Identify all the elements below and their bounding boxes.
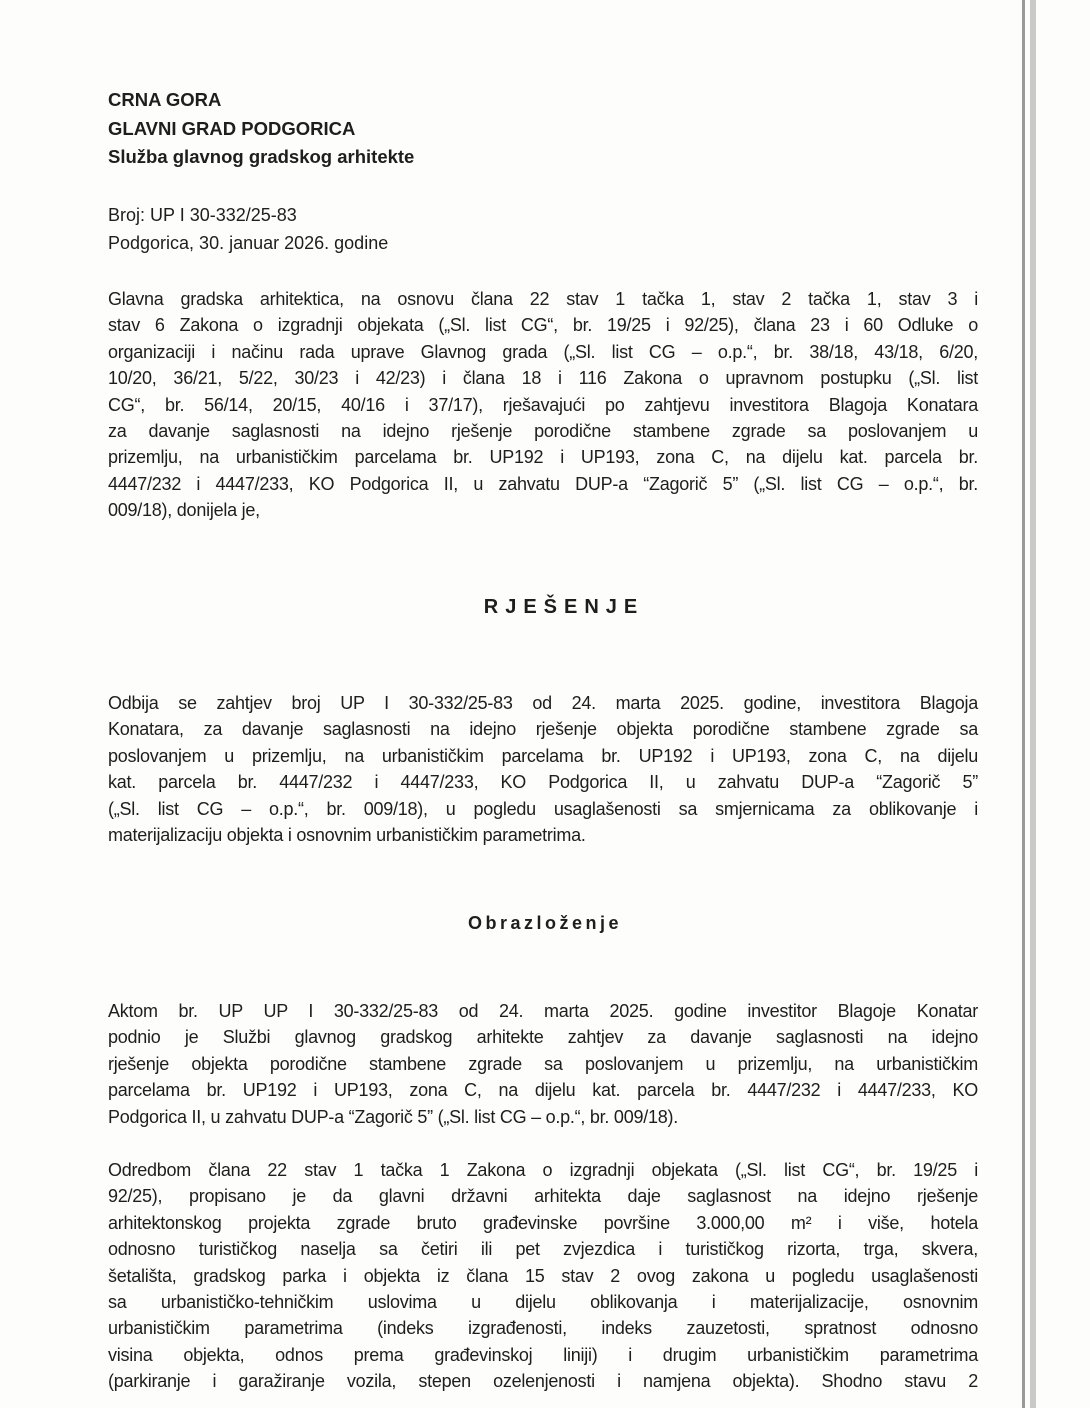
text-line: materijalizaciju objekta i osnovnim urbanističkim parametrima. [108, 824, 586, 845]
text-line: Odredbom člana 22 stav 1 tačka 1 Zakona o izgradnji objekata („Sl. list CG“, br. 19/25 i [108, 1160, 978, 1180]
text-line: arhitektonskog projekta zgrade bruto građevinske površine 3.000,00 m² i više, hotela [108, 1212, 978, 1233]
document-number: Broj: UP I 30-332/25-83 [108, 205, 297, 225]
text-line: Aktom br. UP UP I 30-332/25-83 od 24. marta 2025. godine investitor Blagoje Konatar [108, 1001, 978, 1021]
scan-edge-shadow [1030, 0, 1036, 1408]
text-line: podnio je Službi glavnog gradskog arhitekte zahtjev za davanje saglasnosti na idejno [108, 1027, 978, 1048]
letterhead [108, 86, 978, 172]
country: CRNA GORA [108, 89, 222, 110]
text-line: 4447/232 i 4447/233, KO Podgorica II, u zahvatu DUP-a “Zagorič 5” („Sl. list CG – o.p.“, br. [108, 473, 978, 494]
reasoning-paragraph-2 [108, 1157, 978, 1395]
text-line: rješenje objekta porodične stambene zgrade sa poslovanjem u prizemlju, na urbanističkim [108, 1053, 978, 1074]
text-line: za davanje saglasnosti na idejno rješenje porodične stambene zgrade sa poslovanjem u [108, 420, 978, 441]
text-line: sa urbanističko-tehničkim uslovima u dijelu oblikovanja i materijalizacije, osnovnim [108, 1291, 978, 1312]
text-line: 92/25), propisano je da glavni državni arhitekta daje saglasnost na idejno rješenje [108, 1186, 978, 1207]
place-date: Podgorica, 30. januar 2026. godine [108, 233, 389, 253]
document-meta [108, 201, 978, 257]
text-line: poslovanjem u prizemlju, na urbanističkim parcelama br. UP192 i UP193, zona C, na dijelu [108, 745, 978, 766]
text-line: urbanističkim parametrima (indeks izgrađenosti, indeks zauzetosti, spratnost odnosno [108, 1318, 978, 1339]
text-line: šetališta, gradskog parka i objekta iz člana 15 stav 2 ovog zakona u pogledu usaglašenosti [108, 1265, 978, 1286]
text-line: stav 6 Zakona o izgradnji objekata („Sl. list CG“, br. 19/25 i 92/25), člana 23 i 60 Odluke o [108, 315, 978, 336]
office: Služba glavnog gradskog arhitekte [108, 146, 415, 167]
reasoning-title: Obrazloženje [467, 913, 623, 933]
text-line: („Sl. list CG – o.p.“, br. 009/18), u pogledu usaglašenosti sa smjernicama za oblikovanje i [108, 798, 978, 819]
text-line: odnosno turističkog naselja sa četiri ili pet zvjezdica i turističkog rizorta, trga, skvera, [108, 1239, 978, 1260]
intro-paragraph [108, 286, 978, 524]
text-line: (parkiranje i garažiranje vozila, stepen ozelenjenosti i namjena objekta). Shodno stavu 2 [108, 1371, 978, 1392]
text-line: 10/20, 36/21, 5/22, 30/23 i 42/23) i člana 18 i 116 Zakona o upravnom postupku („Sl. list [108, 368, 978, 389]
city: GLAVNI GRAD PODGORICA [108, 117, 356, 139]
text-line: Konatara, za davanje saglasnosti na idejno rješenje objekta porodične stambene zgrade sa [108, 719, 978, 740]
text-line: kat. parcela br. 4447/232 i 4447/233, KO Podgorica II, u zahvatu DUP-a “Zagorič 5” [108, 772, 978, 793]
text-line: visina objekta, odnos prema građevinskoj liniji) i drugim urbanističkim parametrima [108, 1344, 978, 1365]
text-line: parcelama br. UP192 i UP193, zona C, na dijelu kat. parcela br. 4447/232 i 4447/233, KO [108, 1080, 978, 1101]
text-line: organizaciji i načinu rada uprave Glavnog grada („Sl. list CG – o.p.“, br. 38/18, 43/18, 6/20, [108, 341, 978, 362]
text-line: 009/18), donijela je, [108, 500, 260, 521]
text-line: Podgorica II, u zahvatu DUP-a “Zagorič 5” („Sl. list CG – o.p.“, br. 009/18). [108, 1106, 678, 1127]
text-line: CG“, br. 56/14, 20/15, 40/16 i 37/17), rješavajući po zahtjevu investitora Blagoja Konatara [108, 394, 978, 415]
text-line: prizemlju, na urbanističkim parcelama br. UP192 i UP193, zona C, na dijelu kat. parcela br. [108, 447, 978, 468]
text-line: Glavna gradska arhitektica, na osnovu člana 22 stav 1 tačka 1, stav 2 tačka 1, stav 3 i [108, 289, 978, 309]
reasoning-paragraph-1 [108, 998, 978, 1130]
scan-edge [1022, 0, 1025, 1408]
text-line: Odbija se zahtjev broj UP I 30-332/25-83 od 24. marta 2025. godine, investitora Blagoja [108, 693, 978, 713]
decision-paragraph [108, 690, 978, 848]
decision-title: RJEŠENJE [483, 596, 645, 618]
